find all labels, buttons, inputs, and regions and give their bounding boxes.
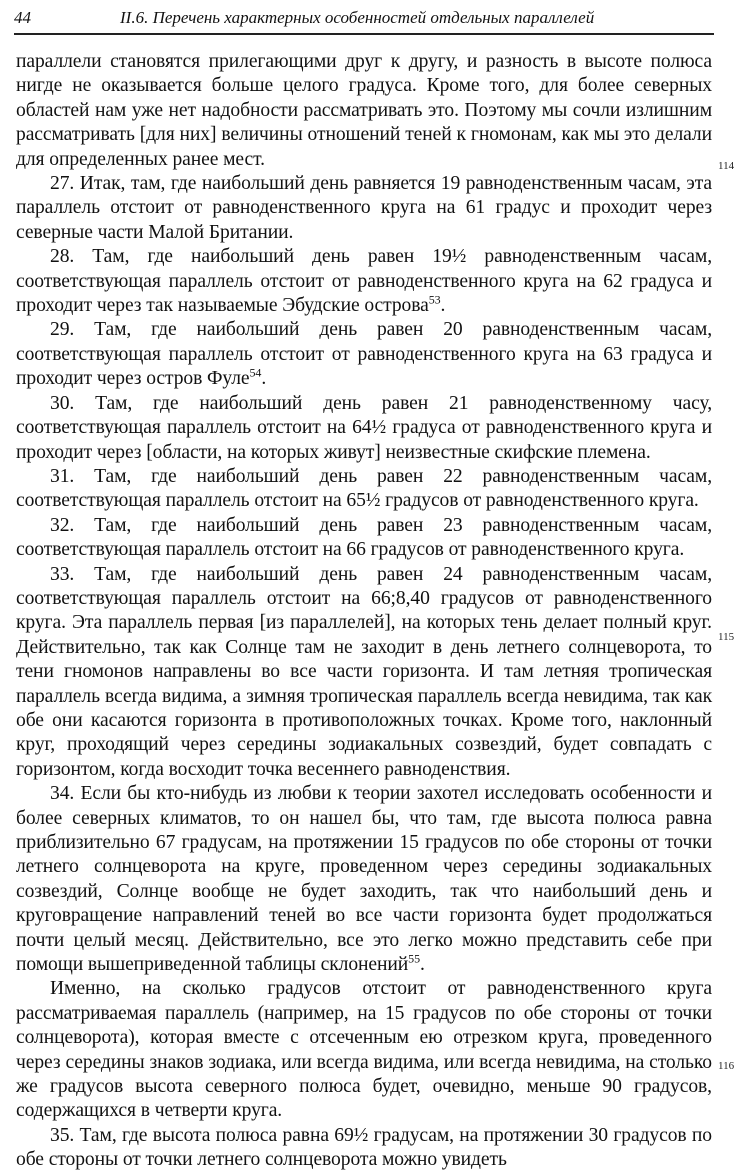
footnote-ref[interactable]: 53 xyxy=(428,292,441,307)
paragraph-text: 30. Там, где наибольший день равен 21 равноденственному часу, соответствующая параллель отстоит на 64½ градуса от равноденственного круга и проходит через [области, на которых живут] неизвестные скифские племена. xyxy=(16,392,712,463)
header-rule xyxy=(14,33,714,35)
margin-page-ref: 114 xyxy=(718,160,735,172)
margin-page-ref: 116 xyxy=(718,1060,735,1072)
paragraph-30 xyxy=(16,392,712,465)
running-head xyxy=(14,6,714,32)
paragraph-27 xyxy=(16,172,712,245)
paragraph-32 xyxy=(16,514,712,563)
paragraph-text: 34. Если бы кто-нибудь из любви к теории захотел исследовать особенности и более северных климатов, то он нашел бы, что там, где высота полюса равна приблизительно 67 градусам, на протяжении 15 градусов по обе стороны от точки летнего солнцеворота на круге, проведенном через середины зодиакальных созвездий, Солнце вообще не будет заходить, так что наибольший день и круговращение направлений теней во все части горизонта будет продолжаться почти целый месяц. Действительно, все это легко можно представить себе при помощи вышеприведенной таблицы склонений xyxy=(16,783,712,976)
paragraph-31 xyxy=(16,465,712,514)
paragraph-text: Именно, на сколько градусов отстоит от равноденственного круга рассматриваемая параллель (например, на 15 градусов по обе стороны от точки солнцеворота), которая вместе с отсеченным ею отрезком круга, проведенного через середины знаков зодиака, или всегда видима, или всегда невидима, на столько же градусов высота северного полюса будет, очевидно, меньше 90 градусов, содержащихся в четверти круга. xyxy=(16,978,712,1122)
paragraph-text: 28. Там, где наибольший день равен 19½ равноденственным часам, соответствующая параллель отстоит от равноденственного круга на 62 градуса и проходит через так называемые Эбудские острова xyxy=(16,246,712,317)
margin-page-ref: 115 xyxy=(718,631,735,643)
footnote-ref[interactable]: 55 xyxy=(408,951,420,966)
body-text xyxy=(16,50,712,1173)
page-number: 44 xyxy=(14,8,31,27)
paragraph-34: 34. Если бы кто-нибудь из любви к теории захотел исследовать особенности и более северных климатов, то он нашел бы, что там, где высота полюса равна приблизительно 67 градусам, на протяжении 15 градусов по обе стороны от точки летнего солнцеворота на круге, проведенном через середины зодиакальных созвездий, Солнце вообще не будет заходить, так что наибольший день и круговращение направлений теней во все части горизонта будет продолжаться почти целый месяц. Действительно, все это легко можно представить себе при помощи вышеприведенной таблицы склонений$^{55}$. xyxy=(16,783,712,976)
paragraph-text: 35. Там, где высота полюса равна 69½ градусам, на протяжении 30 градусов по обе стороны от точки летнего солнцеворота можно увидеть xyxy=(16,1124,712,1171)
paragraph-text: 27. Итак, там, где наибольший день равняется 19 равноденственным часам, эта параллель отстоит от равноденственного круга на 61 градус и проходит через северные части Малой Британии. xyxy=(16,173,712,243)
footnote-ref[interactable]: 54 xyxy=(249,365,262,380)
paragraph-text: 31. Там, где наибольший день равен 22 равноденственным часам, соответствующая параллель отстоит на 65½ градусов от равноденственного круга. xyxy=(16,465,712,512)
section-title: II.6. Перечень характерных особенностей отдельных параллелей xyxy=(120,8,595,27)
paragraph-continuation xyxy=(16,50,712,172)
paragraph-text: 29. Там, где наибольший день равен 20 равноденственным часам, соответствующая параллель отстоит от равноденственного круга на 63 градуса и проходит через остров Фуле xyxy=(16,319,712,390)
paragraph-29: 29. Там, где наибольший день равен 20 равноденственным часам, соответствующая параллель отстоит от равноденственного круга на 63 градуса и проходит через остров Фуле$^{54}$. xyxy=(16,319,712,390)
paragraph-33 xyxy=(16,563,712,783)
paragraph-28: 28. Там, где наибольший день равен 19½ равноденственным часам, соответствующая параллель отстоит от равноденственного круга на 62 градуса и проходит через так называемые Эбудские острова$^{53}$. xyxy=(16,246,712,317)
paragraph-text: параллели становятся прилегающими друг к другу, и разность в высоте полюса нигде не оказывается больше целого градуса. Кроме того, для более северных областей нам уже нет надобности рассматривать это. Поэтому мы сочли излишним рассматривать [для них] величины отношений теней к гномонам, как мы это делали для определенных ранее мест. xyxy=(16,51,712,170)
paragraph-35 xyxy=(16,1124,712,1173)
paragraph-text: 32. Там, где наибольший день равен 23 равноденственным часам, соответствующая параллель отстоит на 66 градусов от равноденственного круга. xyxy=(16,514,712,561)
paragraph-text: 33. Там, где наибольший день равен 24 равноденственным часам, соответствующая параллель отстоит на 66;8,40 градусов от равноденственного круга. Эта параллель первая [из параллелей], на которых тень делает полный круг. Действительно, так как Солнце там не заходит в день летнего солнцеворота, то тени гномонов направлены во все части горизонта. И там летняя тропическая параллель всегда видима, а зимняя тропическая параллель всегда невидима, так как обе они касаются горизонта в противоположных точках. Кроме того, наклонный круг, проходящий через середины зодиакальных созвездий, будет совпадать с горизонтом, когда восходит точка весеннего равноденствия. xyxy=(16,563,712,780)
paragraph-34-continued xyxy=(16,977,712,1123)
